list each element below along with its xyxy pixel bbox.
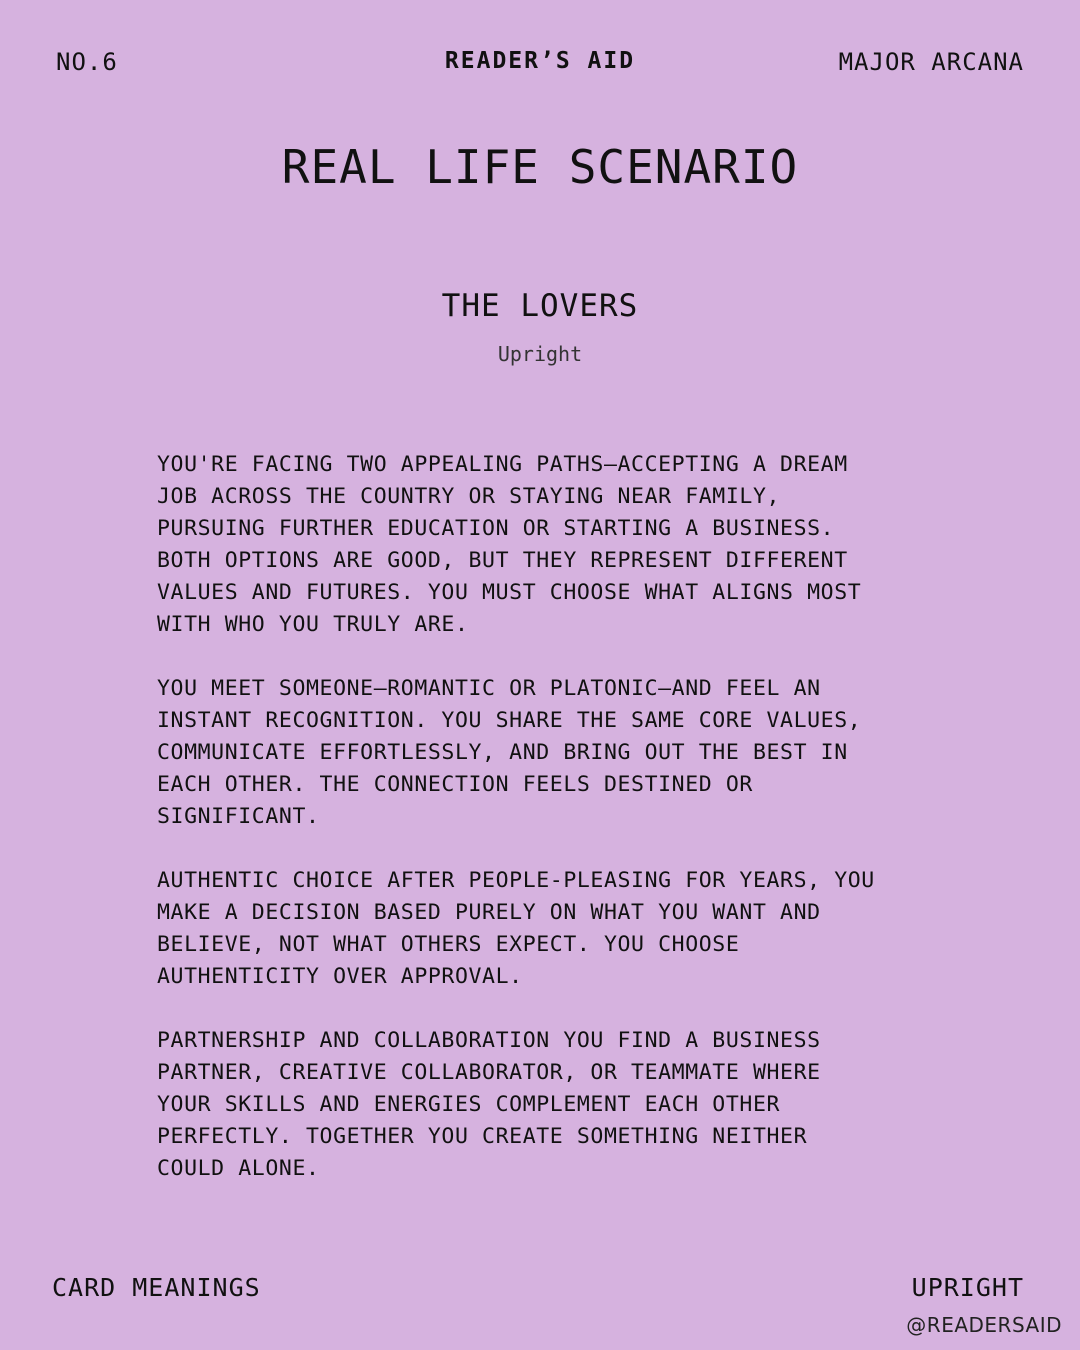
category-label: MAJOR ARCANA bbox=[838, 48, 1024, 76]
text-line: COMMUNICATE EFFORTLESSLY, AND BRING OUT THE BEST IN bbox=[157, 740, 848, 765]
text-line: EACH OTHER. THE CONNECTION FEELS DESTINED OR bbox=[157, 772, 753, 797]
text-line: BELIEVE, NOT WHAT OTHERS EXPECT. YOU CHOOSE bbox=[157, 932, 740, 957]
text-line: PERFECTLY. TOGETHER YOU CREATE SOMETHING NEITHER bbox=[157, 1124, 808, 1149]
scenario-paragraph bbox=[157, 673, 957, 833]
text-line: COULD ALONE. bbox=[157, 1156, 320, 1181]
text-line: YOU MEET SOMEONE—ROMANTIC OR PLATONIC—AND FEEL AN bbox=[157, 676, 821, 701]
scenario-text bbox=[157, 449, 957, 1217]
text-line: INSTANT RECOGNITION. YOU SHARE THE SAME CORE VALUES, bbox=[157, 708, 862, 733]
scenario-paragraph bbox=[157, 449, 957, 641]
text-line: WITH WHO YOU TRULY ARE. bbox=[157, 612, 469, 637]
text-line: JOB ACROSS THE COUNTRY OR STAYING NEAR FAMILY, bbox=[157, 484, 781, 509]
text-line: BOTH OPTIONS ARE GOOD, BUT THEY REPRESENT DIFFERENT bbox=[157, 548, 848, 573]
text-line: AUTHENTIC CHOICE AFTER PEOPLE-PLEASING FOR YEARS, YOU bbox=[157, 868, 875, 893]
social-handle: @READERSAID bbox=[906, 1313, 1062, 1337]
text-line: YOU'RE FACING TWO APPEALING PATHS—ACCEPTING A DREAM bbox=[157, 452, 848, 477]
text-line: PARTNER, CREATIVE COLLABORATOR, OR TEAMMATE WHERE bbox=[157, 1060, 821, 1085]
footer-orientation-label: UPRIGHT bbox=[911, 1273, 1024, 1302]
card-orientation: Upright bbox=[497, 342, 583, 366]
issue-number: NO.6 bbox=[56, 48, 118, 76]
text-line: YOUR SKILLS AND ENERGIES COMPLEMENT EACH OTHER bbox=[157, 1092, 781, 1117]
text-line: SIGNIFICANT. bbox=[157, 804, 320, 829]
page-title: REAL LIFE SCENARIO bbox=[281, 140, 799, 194]
card-name: THE LOVERS bbox=[441, 288, 639, 324]
scenario-paragraph bbox=[157, 1025, 957, 1185]
text-line: AUTHENTICITY OVER APPROVAL. bbox=[157, 964, 523, 989]
text-line: VALUES AND FUTURES. YOU MUST CHOOSE WHAT ALIGNS MOST bbox=[157, 580, 862, 605]
text-line: MAKE A DECISION BASED PURELY ON WHAT YOU WANT AND bbox=[157, 900, 821, 925]
footer-section-label: CARD MEANINGS bbox=[52, 1273, 261, 1302]
scenario-paragraph bbox=[157, 865, 957, 993]
text-line: PURSUING FURTHER EDUCATION OR STARTING A BUSINESS. bbox=[157, 516, 835, 541]
brand-name: READER’S AID bbox=[444, 48, 636, 74]
text-line: PARTNERSHIP AND COLLABORATION YOU FIND A BUSINESS bbox=[157, 1028, 821, 1053]
